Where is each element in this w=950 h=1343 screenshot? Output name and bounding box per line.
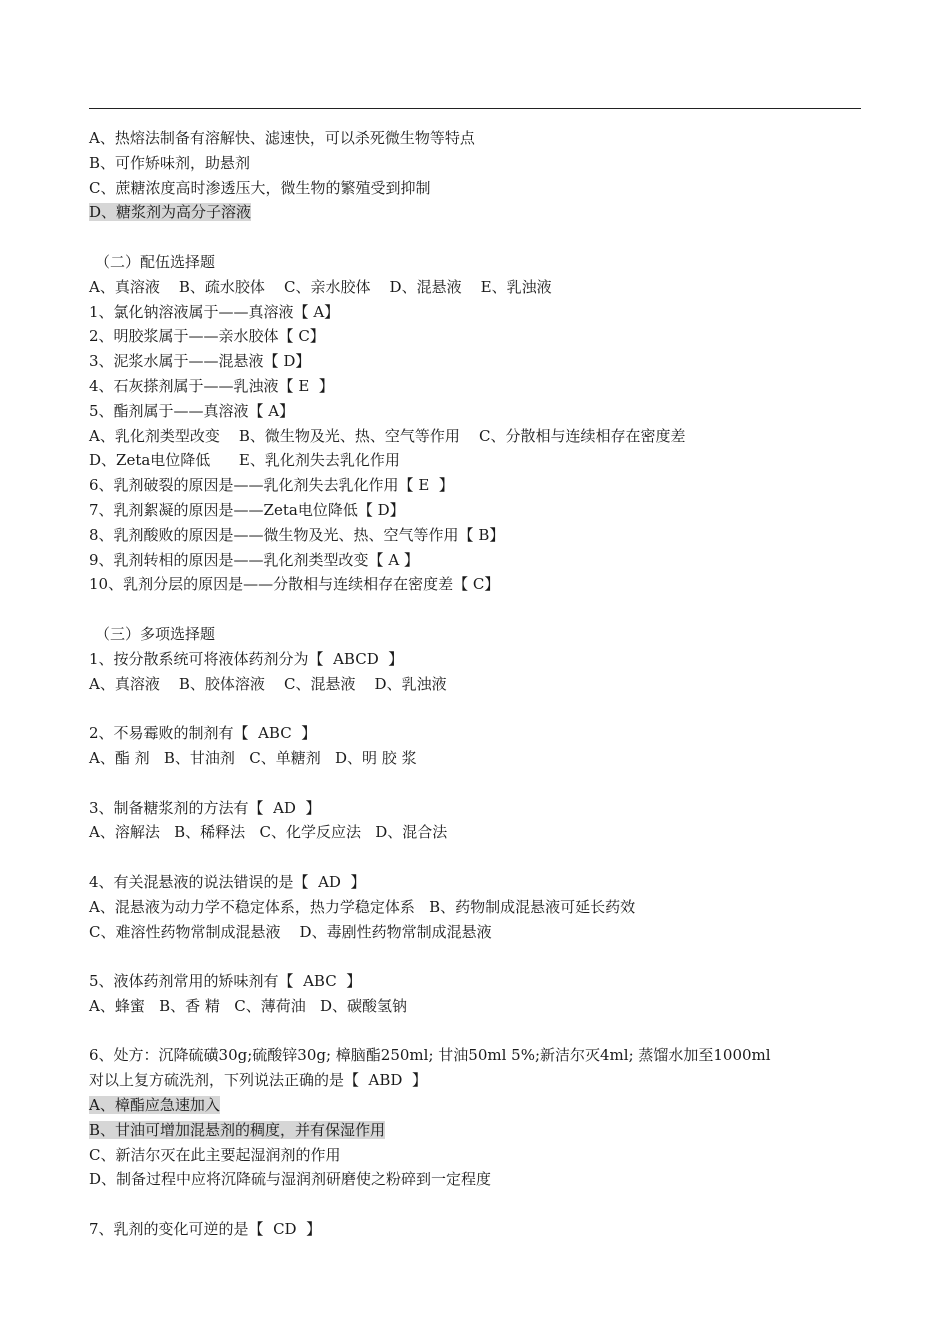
- mc-question: 5、液体药剂常用的矫味剂有【 ABC 】: [89, 972, 362, 991]
- mc-option: C、新洁尔灭在此主要起湿润剂的作用: [89, 1145, 341, 1164]
- matching-question: 7、乳剂絮凝的原因是——Zeta电位降低【 D】: [89, 500, 405, 519]
- answer-option-a: A、热熔法制备有溶解快、滤速快，可以杀死微生物等特点: [89, 129, 475, 147]
- matching-question: 2、明胶浆属于——亲水胶体【 C】: [89, 327, 325, 346]
- mc-option-highlighted: B、甘油可增加混悬剂的稠度，并有保湿作用: [89, 1120, 386, 1139]
- mc-options: C、难溶性药物常制成混悬液 D、毒剧性药物常制成混悬液: [89, 922, 492, 941]
- matching-question: 1、氯化钠溶液属于——真溶液【 A】: [89, 302, 340, 321]
- section-title-matching: （二）配伍选择题: [95, 252, 216, 271]
- section-title-multiple-choice: （三）多项选择题: [95, 624, 216, 643]
- matching-options-2a: A、乳化剂类型改变 B、微生物及光、热、空气等作用 C、分散相与连续相存在密度差: [89, 426, 686, 445]
- mc-options: A、酯 剂 B、甘油剂 C、单糖剂 D、明 胶 浆: [89, 748, 417, 767]
- matching-options-1: A、真溶液 B、疏水胶体 C、亲水胶体 D、混悬液 E、乳浊液: [89, 277, 552, 296]
- mc-question: 3、制备糖浆剂的方法有【 AD 】: [89, 798, 321, 817]
- document-body: [89, 126, 869, 1242]
- mc-options: A、蜂蜜 B、香 精 C、薄荷油 D、碳酸氢钠: [89, 996, 408, 1015]
- matching-question: 6、乳剂破裂的原因是——乳化剂失去乳化作用【 E 】: [89, 476, 454, 495]
- matching-options-2b: D、Zeta电位降低 E、乳化剂失去乳化作用: [89, 451, 400, 470]
- matching-question: 4、石灰搽剂属于——乳浊液【 E 】: [89, 376, 334, 395]
- mc-options: A、真溶液 B、胶体溶液 C、混悬液 D、乳浊液: [89, 674, 447, 693]
- mc-options: A、溶解法 B、稀释法 C、化学反应法 D、混合法: [89, 823, 448, 842]
- answer-option-b: B、可作矫味剂，助悬剂: [89, 153, 251, 172]
- mc-options: A、混悬液为动力学不稳定体系，热力学稳定体系 B、药物制成混悬液可延长药效: [89, 897, 636, 916]
- mc-option-highlighted: A、樟酯应急速加入: [89, 1096, 220, 1115]
- matching-question: 9、乳剂转相的原因是——乳化剂类型改变【 A 】: [89, 550, 419, 569]
- mc-question: 对以上复方硫洗剂，下列说法正确的是【 ABD 】: [89, 1071, 427, 1090]
- mc-question: 2、不易霉败的制剂有【 ABC 】: [89, 724, 317, 743]
- mc-question-prescription: 6、处方：沉降硫磺30g;硫酸锌30g; 樟脑酯250ml; 甘油50ml 5%;新洁尔灭4ml; 蒸馏水加至1000ml: [89, 1046, 771, 1065]
- matching-question: 8、乳剂酸败的原因是——微生物及光、热、空气等作用【 B】: [89, 525, 505, 544]
- answer-option-d-highlighted: D、糖浆剂为高分子溶液: [89, 203, 252, 222]
- matching-question: 3、泥浆水属于——混悬液【 D】: [89, 352, 311, 371]
- matching-question: 5、酯剂属于——真溶液【 A】: [89, 401, 295, 420]
- header-rule: [89, 108, 861, 109]
- mc-question: 7、乳剂的变化可逆的是【 CD 】: [89, 1220, 322, 1239]
- mc-question: 1、按分散系统可将液体药剂分为【 ABCD 】: [89, 649, 404, 668]
- matching-question: 10、乳剂分层的原因是——分散相与连续相存在密度差【 C】: [89, 575, 500, 594]
- mc-question: 4、有关混悬液的说法错误的是【 AD 】: [89, 872, 366, 891]
- answer-option-c: C、蔗糖浓度高时渗透压大，微生物的繁殖受到抑制: [89, 178, 431, 197]
- mc-option: D、制备过程中应将沉降硫与湿润剂研磨使之粉碎到一定程度: [89, 1170, 492, 1189]
